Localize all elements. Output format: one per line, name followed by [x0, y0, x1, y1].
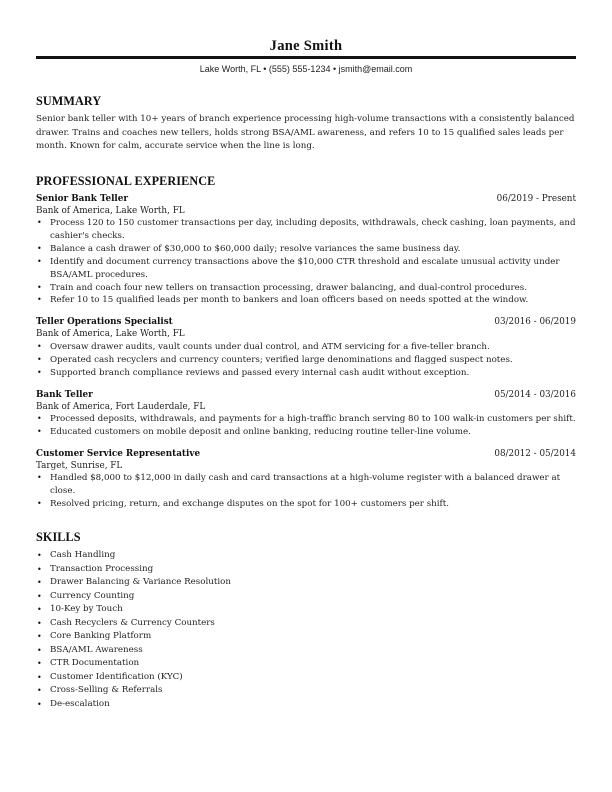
skill-item: • BSA/AML Awareness [36, 644, 576, 658]
job-bullet: • Resolved pricing, return, and exchange disputes on the spot for 100+ customers per shift. [36, 498, 576, 511]
job-title: Teller Operations Specialist [36, 317, 173, 328]
job-bullet: • Refer 10 to 15 qualified leads per month to bankers and loan officers based on needs spotted at the window. [36, 294, 576, 307]
contact-line: Lake Worth, FL • (555) 555-1234 • jsmith@email.com [199, 64, 413, 74]
skills-heading: SKILLS [36, 530, 81, 545]
summary-heading: SUMMARY [36, 94, 102, 108]
job-dates: 08/2012 - 05/2014 [494, 448, 576, 459]
skill-item: • Currency Counting [36, 590, 576, 604]
job-company: Bank of America, Lake Worth, FL [36, 329, 185, 340]
candidate-name: Jane Smith [269, 38, 343, 54]
experience-heading: PROFESSIONAL EXPERIENCE [36, 173, 216, 188]
job-company: Bank of America, Fort Lauderdale, FL [36, 401, 206, 412]
job-bullet: • Balance a cash drawer of $30,000 to $60,000 daily; resolve variances the same business day. [36, 243, 576, 256]
skill-item: • 10-Key by Touch [36, 603, 576, 617]
job-bullets [36, 413, 576, 439]
skill-item: • Cash Recyclers & Currency Counters [36, 617, 576, 631]
job-bullets [36, 217, 576, 307]
job-bullet: • Processed deposits, withdrawals, and payments for a high-traffic branch serving 80 to 100 walk-in customers per shift. [36, 413, 576, 426]
skill-item: • Drawer Balancing & Variance Resolution [36, 576, 576, 590]
job-dates: 03/2016 - 06/2019 [494, 317, 576, 328]
header-divider [36, 56, 576, 59]
job-bullet: • Process 120 to 150 customer transactions per day, including deposits, withdrawals, check cashing, loan payments, and cashier's checks. [36, 217, 576, 243]
skill-item: • Transaction Processing [36, 563, 576, 577]
job-bullets [36, 472, 576, 511]
skill-item: • CTR Documentation [36, 657, 576, 671]
skill-item: • Core Banking Platform [36, 630, 576, 644]
skill-item: • Customer Identification (KYC) [36, 671, 576, 685]
job-bullet: • Handled $8,000 to $12,000 in daily cash and card transactions at a high-volume register with a balanced drawer at close. [36, 472, 576, 498]
resume-page [36, 38, 576, 711]
job-dates: 06/2019 - Present [496, 193, 576, 204]
job-bullet: • Oversaw drawer audits, vault counts under dual control, and ATM servicing for a five-teller branch. [36, 341, 576, 354]
job-entry [36, 193, 576, 308]
job-dates: 05/2014 - 03/2016 [494, 389, 576, 400]
skills-list [36, 549, 576, 711]
job-bullet: • Educated customers on mobile deposit and online banking, reducing routine teller-line volume. [36, 426, 576, 439]
job-bullet: • Identify and document currency transactions above the $10,000 CTR threshold and escalate unusual activity under BSA/AML procedures. [36, 256, 576, 282]
job-bullets [36, 341, 576, 380]
job-entry [36, 389, 576, 439]
summary-text: Senior bank teller with 10+ years of branch experience processing high-volume transactions with a consistently balanced drawer. Trains and coaches new tellers, holds strong BSA/AML awareness, and refers 10 to 15 qualified sales leads per month. Known for calm, accurate service when the line is long. [36, 114, 575, 151]
job-bullet: • Train and coach four new tellers on transaction processing, drawer balancing, and dual-control procedures. [36, 282, 576, 295]
job-title: Customer Service Representative [36, 448, 201, 459]
job-entry [36, 448, 576, 511]
skill-item: • Cash Handling [36, 549, 576, 563]
job-bullet: • Operated cash recyclers and currency counters; verified large denominations and flagged suspect notes. [36, 354, 576, 367]
skill-item: • De-escalation [36, 698, 576, 712]
skill-item: • Cross-Selling & Referrals [36, 684, 576, 698]
job-title: Senior Bank Teller [36, 193, 128, 204]
job-company: Target, Sunrise, FL [36, 460, 123, 471]
job-title: Bank Teller [36, 389, 93, 400]
job-bullet: • Supported branch compliance reviews and passed every internal cash audit without exception. [36, 367, 576, 380]
job-entry [36, 316, 576, 379]
job-company: Bank of America, Lake Worth, FL [36, 205, 185, 216]
